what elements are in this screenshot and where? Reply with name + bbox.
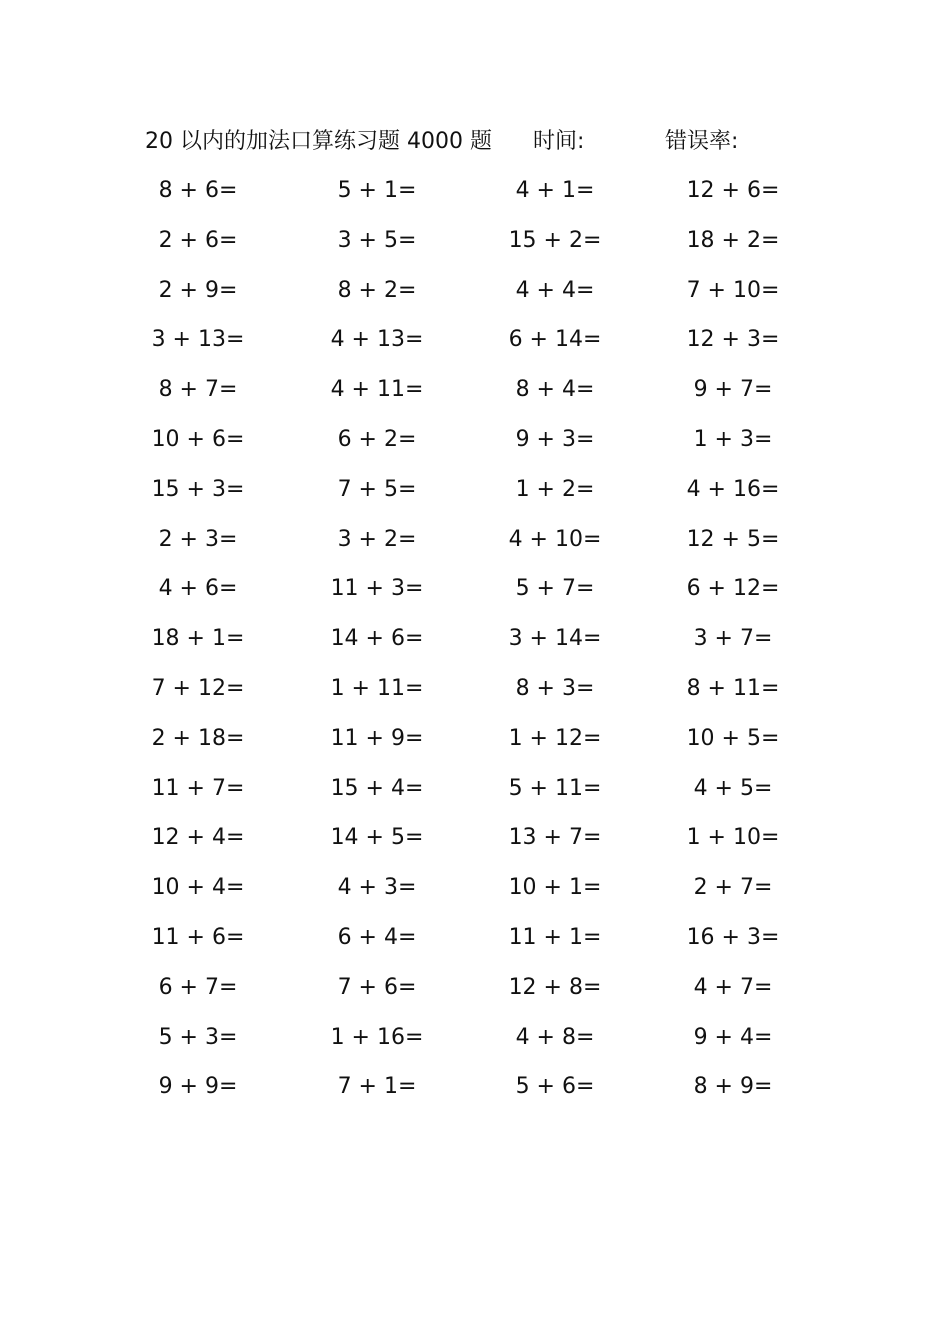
problem-item: 12 + 6= (686, 178, 780, 203)
problem-item: 10 + 5= (686, 725, 780, 751)
problem-item: 5 + 6= (515, 1074, 595, 1100)
problem-item: 18 + 1= (151, 626, 245, 652)
problem-item: 3 + 7= (693, 626, 773, 652)
problem-item: 1 + 3= (693, 426, 773, 452)
problem-item: 16 + 3= (686, 924, 780, 950)
problem-item: 3 + 13= (151, 327, 245, 353)
problem-item: 18 + 2= (686, 227, 780, 253)
problem-item: 9 + 7= (693, 377, 773, 403)
problem-item: 5 + 11= (508, 775, 602, 801)
problem-item: 2 + 6= (158, 227, 238, 253)
problem-item: 14 + 5= (330, 825, 424, 851)
problem-item: 4 + 6= (158, 576, 238, 602)
problem-item: 6 + 2= (337, 426, 417, 452)
problem-row (0, 863, 950, 913)
problem-item: 8 + 4= (515, 377, 595, 403)
problem-item: 6 + 7= (158, 974, 238, 1000)
problem-item: 3 + 5= (337, 227, 417, 253)
problem-item: 4 + 1= (515, 178, 595, 203)
problem-item: 2 + 7= (693, 875, 773, 901)
problem-row (0, 564, 950, 614)
problem-item: 11 + 1= (508, 924, 602, 950)
problem-item: 3 + 2= (337, 526, 417, 552)
problem-item: 7 + 5= (337, 476, 417, 502)
problem-item: 12 + 3= (686, 327, 780, 353)
problem-item: 7 + 6= (337, 974, 417, 1000)
problem-item: 2 + 9= (158, 277, 238, 303)
problem-item: 9 + 4= (693, 1024, 773, 1050)
problem-item: 7 + 12= (151, 675, 245, 701)
problem-row (0, 963, 950, 1013)
problem-item: 2 + 18= (151, 725, 245, 751)
problem-item: 10 + 4= (151, 875, 245, 901)
problem-item: 8 + 3= (515, 675, 595, 701)
error-rate-label: 错误率: (665, 129, 739, 154)
problem-item: 4 + 7= (693, 974, 773, 1000)
problem-row (0, 465, 950, 515)
problem-item: 8 + 6= (158, 178, 238, 203)
problem-item: 10 + 1= (508, 875, 602, 901)
problem-row (0, 614, 950, 664)
problem-item: 9 + 3= (515, 426, 595, 452)
problem-item: 4 + 10= (508, 526, 602, 552)
problem-row (0, 1062, 950, 1112)
problem-item: 14 + 6= (330, 626, 424, 652)
problem-item: 4 + 5= (693, 775, 773, 801)
worksheet-title: 20 以内的加法口算练习题 4000 题 (145, 129, 492, 154)
problem-item: 7 + 10= (686, 277, 780, 303)
problem-row (0, 764, 950, 814)
problem-item: 8 + 7= (158, 377, 238, 403)
problem-row (0, 515, 950, 565)
problem-item: 9 + 9= (158, 1074, 238, 1100)
problem-item: 8 + 9= (693, 1074, 773, 1100)
problem-item: 15 + 3= (151, 476, 245, 502)
problem-row (0, 166, 950, 216)
problem-item: 1 + 16= (330, 1024, 424, 1050)
problem-item: 15 + 4= (330, 775, 424, 801)
problem-row (0, 813, 950, 863)
problem-row (0, 1013, 950, 1063)
problem-item: 13 + 7= (508, 825, 602, 851)
problem-row (0, 266, 950, 316)
problem-item: 7 + 1= (337, 1074, 417, 1100)
problem-row (0, 216, 950, 266)
problem-item: 4 + 3= (337, 875, 417, 901)
problem-item: 11 + 9= (330, 725, 424, 751)
problem-row (0, 415, 950, 465)
problem-item: 6 + 12= (686, 576, 780, 602)
problem-item: 1 + 10= (686, 825, 780, 851)
problem-item: 11 + 6= (151, 924, 245, 950)
problem-item: 4 + 4= (515, 277, 595, 303)
problem-grid (0, 166, 950, 1112)
worksheet-header (0, 124, 950, 164)
problem-item: 12 + 5= (686, 526, 780, 552)
problem-item: 6 + 4= (337, 924, 417, 950)
time-label: 时间: (533, 129, 585, 154)
problem-item: 12 + 4= (151, 825, 245, 851)
problem-item: 8 + 2= (337, 277, 417, 303)
problem-item: 6 + 14= (508, 327, 602, 353)
problem-row (0, 365, 950, 415)
problem-item: 4 + 11= (330, 377, 424, 403)
problem-row (0, 913, 950, 963)
problem-item: 1 + 2= (515, 476, 595, 502)
problem-row (0, 714, 950, 764)
problem-item: 10 + 6= (151, 426, 245, 452)
problem-item: 4 + 8= (515, 1024, 595, 1050)
problem-item: 15 + 2= (508, 227, 602, 253)
problem-item: 1 + 11= (330, 675, 424, 701)
problem-item: 3 + 14= (508, 626, 602, 652)
problem-item: 4 + 16= (686, 476, 780, 502)
problem-item: 8 + 11= (686, 675, 780, 701)
problem-item: 5 + 1= (337, 178, 417, 203)
problem-item: 5 + 7= (515, 576, 595, 602)
problem-item: 5 + 3= (158, 1024, 238, 1050)
problem-item: 1 + 12= (508, 725, 602, 751)
problem-row (0, 664, 950, 714)
problem-item: 4 + 13= (330, 327, 424, 353)
problem-item: 12 + 8= (508, 974, 602, 1000)
problem-row (0, 315, 950, 365)
problem-item: 11 + 7= (151, 775, 245, 801)
problem-item: 2 + 3= (158, 526, 238, 552)
problem-item: 11 + 3= (330, 576, 424, 602)
